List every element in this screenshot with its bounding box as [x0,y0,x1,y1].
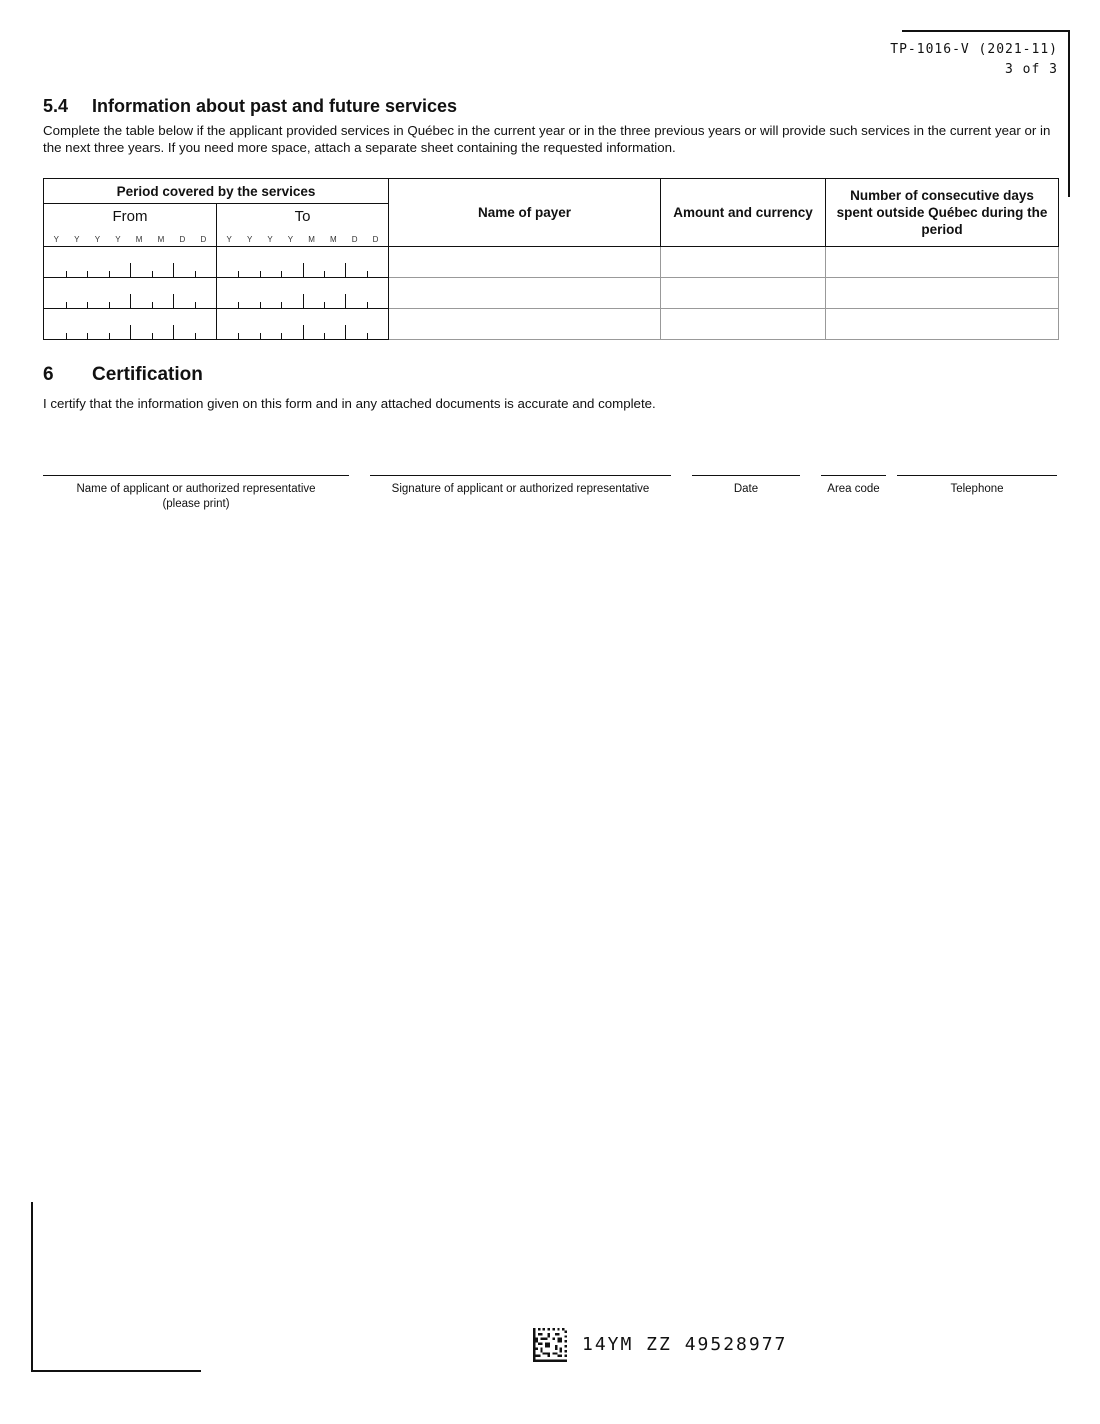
date-ticks [217,319,388,339]
to-label: To [294,208,311,225]
date-letter: M [329,235,337,244]
date-letter: D [372,235,379,244]
date-tick [345,263,346,277]
date-tick [260,271,261,277]
date-tick [324,333,325,339]
date-tick [195,302,196,308]
date-tick [109,271,110,277]
amount-field[interactable] [661,278,826,309]
payer-header: Name of payer [389,179,661,247]
period-header: Period covered by the services [44,179,389,204]
area-code-label: Area code [827,483,880,495]
date-tick [173,325,174,339]
date-letter: Y [74,235,80,244]
corner-mark-bottom-left [31,1202,201,1372]
from-date-field[interactable] [44,278,217,309]
date-letter: Y [94,235,101,244]
to-date-field[interactable] [217,247,389,278]
date-tick [303,294,304,308]
date-tick [152,271,153,277]
date-letter: M [157,235,165,244]
date-tick [87,333,88,339]
telephone-line[interactable] [897,475,1057,476]
from-label: From [112,208,148,225]
date-tick [345,325,346,339]
date-letter: Y [267,235,273,244]
date-tick [87,302,88,308]
to-date-field[interactable] [217,278,389,309]
page-number: 3 of 3 [1005,62,1058,77]
date-letter: Y [53,235,59,244]
date-tick [109,333,110,339]
date-tick [281,271,282,277]
name-label [43,482,349,512]
date-letter: Y [246,235,253,244]
name-label-text: Name of applicant or authorized representative [76,483,316,495]
date-tick [66,333,67,339]
from-header [44,204,217,247]
date-label: Date [733,483,759,495]
date-line[interactable] [692,475,800,476]
date-tick [87,271,88,277]
certification-statement: I certify that the information given on this form and in any attached documents is accurate and complete. [43,396,656,411]
date-ticks [44,319,216,339]
date-tick [238,333,239,339]
date-tick [152,333,153,339]
barcode-number: 14YM ZZ 49528977 [582,1334,788,1355]
to-header [217,204,389,247]
section-number: 6 [43,364,54,385]
date-ticks [44,288,216,308]
date-tick [195,333,196,339]
area-code-line[interactable] [821,475,886,476]
datamatrix-barcode [533,1328,567,1362]
date-ticks [44,257,216,277]
date-tick [303,325,304,339]
section-6-heading [43,364,203,386]
date-tick [238,271,239,277]
date-tick [324,271,325,277]
date-letter: Y [226,235,232,244]
form-identifier [890,40,1058,80]
date-tick [367,333,368,339]
date-ticks [217,288,388,308]
name-line[interactable] [43,475,349,476]
date-tick [152,302,153,308]
date-letter: D [179,235,186,244]
date-tick [281,333,282,339]
days-field[interactable] [826,309,1059,340]
name-label-sub: (please print) [162,498,230,510]
amount-field[interactable] [661,309,826,340]
section-title: Certification [92,364,203,385]
from-date-field[interactable] [44,309,217,340]
days-field[interactable] [826,278,1059,309]
form-code: TP-1016-V (2021-11) [890,42,1058,57]
section-5-4-heading [43,96,457,117]
date-tick [303,263,304,277]
date-ticks [217,257,388,277]
date-tick [367,302,368,308]
signature-line[interactable] [370,475,671,476]
amount-header: Amount and currency [661,179,826,247]
amount-field[interactable] [661,247,826,278]
to-date-format [217,235,388,244]
telephone-label: Telephone [950,483,1004,495]
date-tick [281,302,282,308]
date-letter: M [308,235,315,244]
date-tick [130,263,131,277]
to-date-field[interactable] [217,309,389,340]
date-tick [66,302,67,308]
payer-field[interactable] [389,278,661,309]
date-tick [173,294,174,308]
date-letter: M [135,235,143,244]
date-letter: D [200,235,207,244]
from-date-format [44,235,216,244]
date-letter: D [351,235,358,244]
date-tick [130,294,131,308]
date-tick [345,294,346,308]
table-row [44,278,1059,309]
section-title: Information about past and future services [92,96,458,116]
section-5-4-description: Complete the table below if the applicant provided services in Québec in the current year or in the three previous years or will provide such services in the current year or in the next three years. If you need more space, attach a separate sheet containing the requested information. [43,123,1051,155]
date-tick [109,302,110,308]
date-tick [260,333,261,339]
date-tick [367,271,368,277]
days-field[interactable] [826,247,1059,278]
date-tick [66,271,67,277]
services-table [43,178,1059,340]
date-tick [173,263,174,277]
payer-field[interactable] [389,247,661,278]
from-date-field[interactable] [44,247,217,278]
date-tick [324,302,325,308]
section-number: 5.4 [43,96,69,116]
date-tick [238,302,239,308]
date-letter: Y [287,235,294,244]
date-letter: Y [115,235,121,244]
date-tick [195,271,196,277]
date-tick [260,302,261,308]
signature-label: Signature of applicant or authorized representative [391,483,650,495]
date-tick [130,325,131,339]
table-row [44,247,1059,278]
payer-field[interactable] [389,309,661,340]
table-row [44,309,1059,340]
days-header: Number of consecutive days spent outside Québec during the period [826,179,1059,247]
